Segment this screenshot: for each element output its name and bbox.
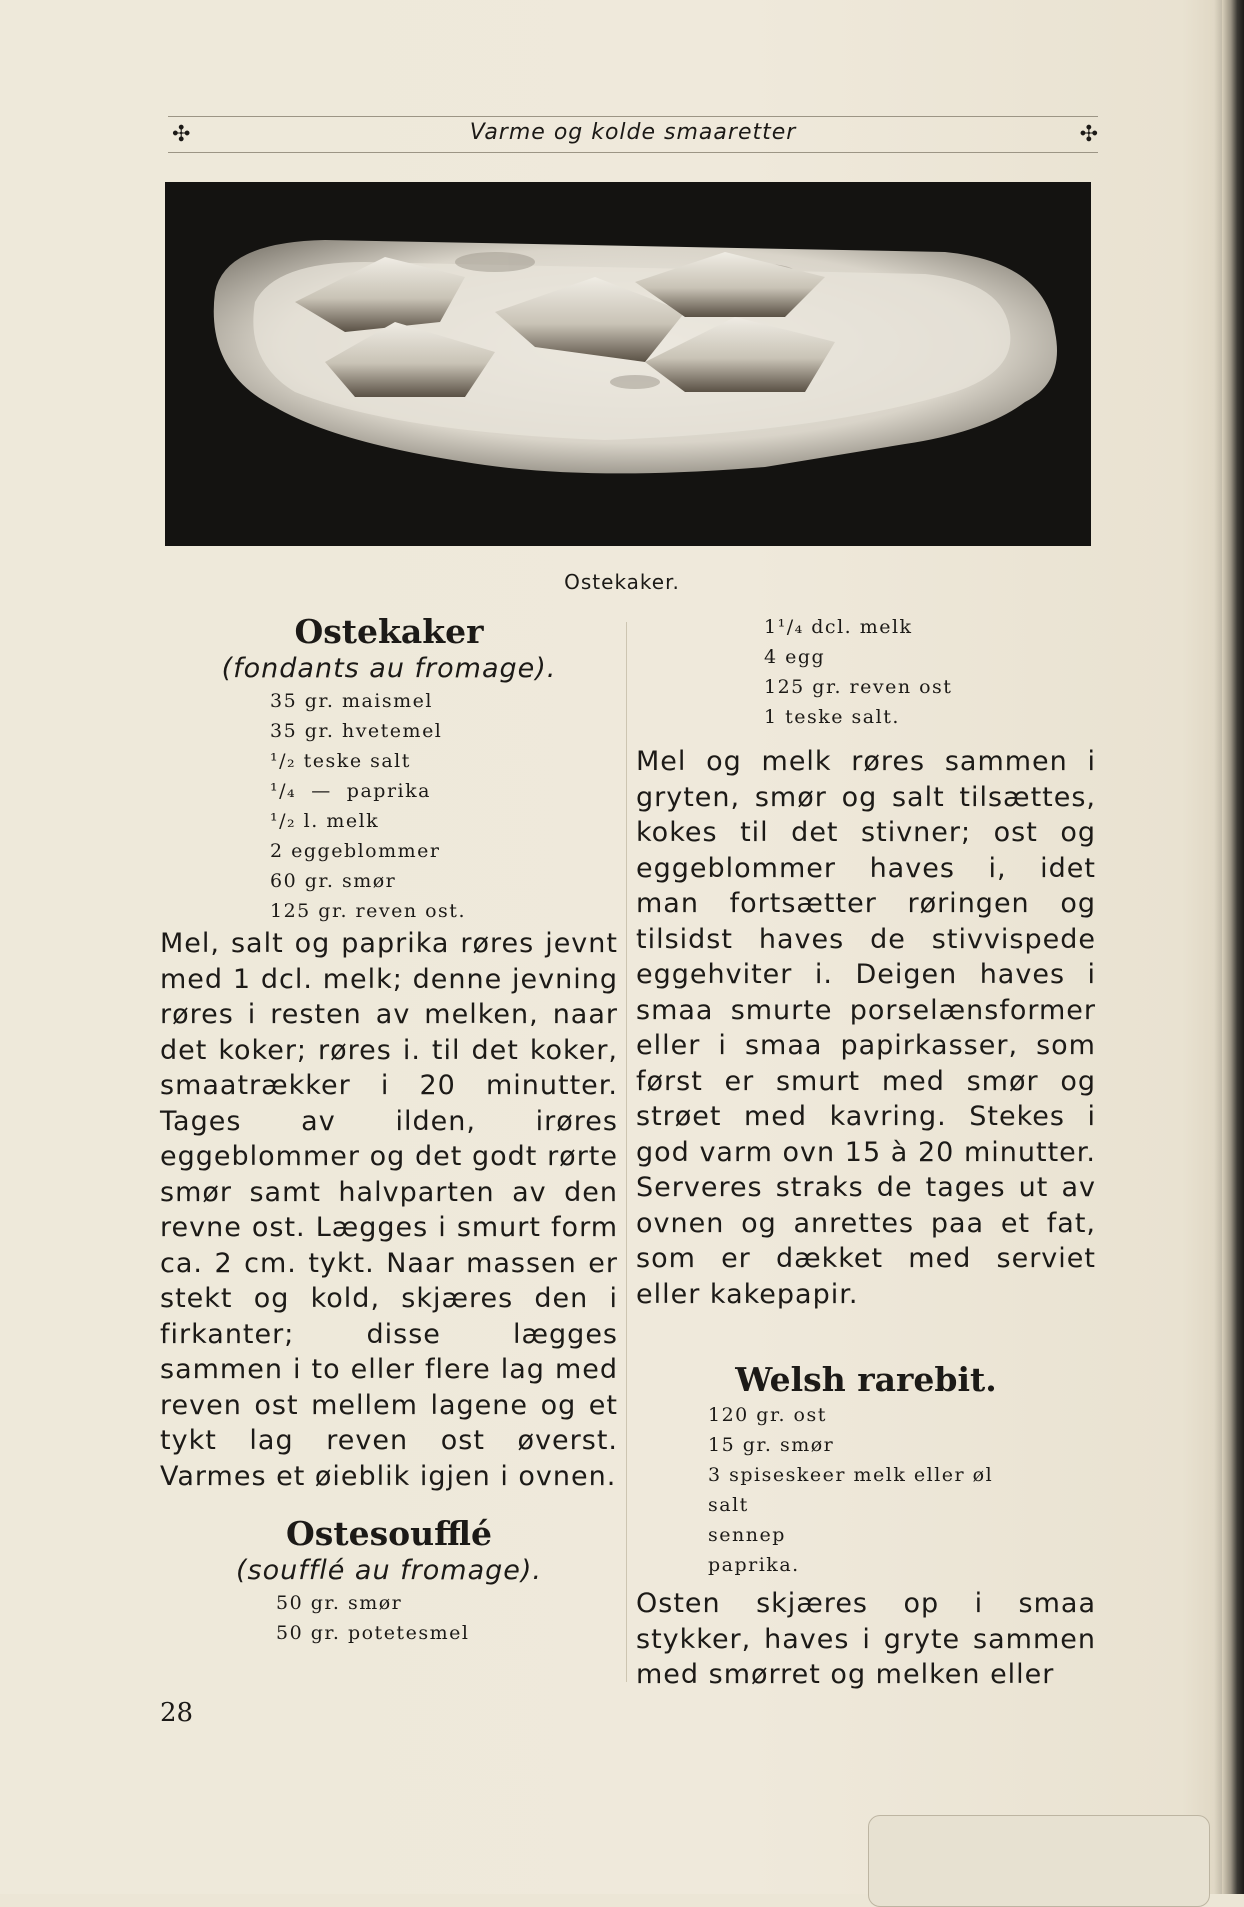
page-shadow (1214, 0, 1222, 1894)
ingredient-item: ¹/₂ l. melk (270, 810, 380, 832)
ingredient-item: 35 gr. hvetemel (270, 720, 443, 742)
ingredient-item: 125 gr. reven ost. (270, 900, 466, 922)
recipe-title-welsh-rarebit: Welsh rarebit. (735, 1360, 997, 1399)
ingredient-item: 60 gr. smør (270, 870, 397, 892)
header-rule-bottom (168, 152, 1098, 153)
library-label (868, 1815, 1210, 1907)
ingredient-list-ostekaker (270, 686, 618, 926)
ingredient-item: 35 gr. maismel (270, 690, 433, 712)
ingredient-item: 1 teske salt. (764, 706, 900, 728)
ingredient-item: sennep (708, 1524, 786, 1546)
recipe-text-ostesouffle: Mel og melk røres sammen i gryten, smør og salt tilsættes, kokes til det stivner; ost og eggeblommer haves i, idet man fortsætter røringen og tilsidst haves de stivvispede eggehviter i. Deigen haves i smaa smurte porselænsformer eller i smaa papirkasser, som først er smurt med smør og strøet med kavring. Stekes i god varm ovn 15 à 20 minutter. Serveres straks de tages ut av ovnen og anrettes paa et fat, som er dække​t med serviet eller kakepapir. (636, 746, 1096, 1310)
ingredient-item: 50 gr. smør (276, 1592, 403, 1614)
recipe-title-ostesouffle: Ostesoufflé (286, 1514, 492, 1553)
recipe-subtitle-ostesouffle: (soufflé au fromage). (235, 1555, 543, 1586)
ingredient-item: ¹/₂ teske salt (270, 750, 411, 772)
header-rule-top (168, 116, 1098, 117)
platter-illustration (165, 182, 1091, 546)
ornament-left-icon: ✣ (172, 122, 191, 147)
column-divider (626, 622, 627, 1682)
ornament-right-icon: ✣ (1079, 122, 1098, 147)
recipe-title-ostekaker: Ostekaker (294, 612, 484, 651)
ingredient-item: 4 egg (764, 646, 826, 668)
running-header-title: Varme og kolde smaaretter (469, 120, 797, 145)
ingredient-item: 50 gr. potetesmel (276, 1622, 470, 1644)
ingredient-item: 120 gr. ost (708, 1404, 827, 1426)
recipe-text-ostekaker: Mel, salt og paprika røres jevnt med 1 dcl. melk; denne jevning røres i resten av melken, naar det koker; røres i. til det koker, smaatrækker i 20 minutter. Tages av ilden, irøres eggeblommer og det godt rørte smør samt halvparten av den revne ost. Lægges i smurt form ca. 2 cm. tykt. Naar massen er stekt og kold, skjæres den i firkanter; disse lægges sammen i to eller flere lag med reven ost mellem lagene og et tykt lag reven ost øverst. Varmes et øieblik igjen i ovnen. (160, 928, 618, 1492)
photo-caption: Ostekaker. (564, 570, 680, 594)
ingredient-item: 3 spiseskeer melk eller øl (708, 1464, 994, 1486)
cheese-cakes-photo (165, 182, 1091, 546)
recipe-text-welsh-rarebit: Osten skjæres op i smaa stykker, haves i gryte sammen med smørret og melken eller (636, 1588, 1096, 1690)
recipe-subtitle-ostekaker: (fondants au fromage). (221, 653, 557, 684)
page-number: 28 (160, 1698, 194, 1728)
ingredient-item: ¹/₄ — paprika (270, 780, 431, 802)
ingredient-item: salt (708, 1494, 749, 1516)
ingredient-item: 2 eggeblommer (270, 840, 441, 862)
book-spine-edge (1222, 0, 1244, 1894)
left-column (160, 612, 618, 1648)
ingredient-list-ostesouffle-b (764, 612, 1096, 732)
right-column (636, 612, 1096, 1693)
running-header (168, 118, 1098, 154)
ingredient-item: 15 gr. smør (708, 1434, 835, 1456)
ingredient-item: 1¹/₄ dcl. melk (764, 616, 913, 638)
ingredient-item: paprika. (708, 1554, 800, 1576)
ingredient-list-ostesouffle-a (276, 1588, 618, 1648)
ingredient-list-welsh-rarebit (708, 1400, 1096, 1580)
ingredient-item: 125 gr. reven ost (764, 676, 953, 698)
